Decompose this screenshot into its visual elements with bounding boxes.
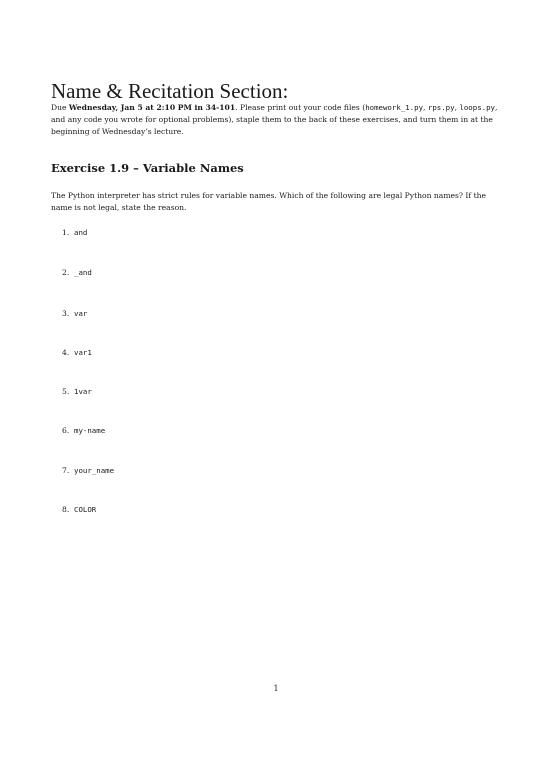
file-separator: , xyxy=(454,103,460,112)
file-name-homework: homework_1.py xyxy=(365,103,424,112)
variable-name: 1var xyxy=(74,387,92,396)
item-number: 5. xyxy=(62,387,70,396)
item-number: 3. xyxy=(62,309,70,318)
instructions-text-b: , and any code you wrote for optional problems), staple them to the back of these exercises, and turn them in at the beginning of Wednesday’s lecture. xyxy=(51,103,498,136)
due-date: Wednesday, Jan 5 at 2:10 PM in 34-101 xyxy=(68,103,236,112)
exercise-prompt: The Python interpreter has strict rules for variable names. Which of the following are legal Python names? If the name is not legal, state the reason. xyxy=(51,191,487,212)
list-item xyxy=(62,309,87,319)
file-name-rps: rps.py xyxy=(427,103,455,112)
variable-name: my-name xyxy=(74,426,106,435)
item-number: 7. xyxy=(62,466,70,475)
list-item xyxy=(62,387,92,397)
variable-name: COLOR xyxy=(74,505,97,514)
instructions-text-a: . Please print out your code files ( xyxy=(235,103,366,112)
item-number: 2. xyxy=(62,268,70,277)
list-item xyxy=(62,268,92,278)
item-number: 1. xyxy=(62,228,70,237)
variable-name: _and xyxy=(74,268,92,277)
item-number: 4. xyxy=(62,348,70,357)
list-item xyxy=(62,348,92,358)
list-item xyxy=(62,426,105,436)
item-number: 8. xyxy=(62,505,70,514)
due-prefix: Due xyxy=(51,103,69,112)
page-title: Name & Recitation Section: xyxy=(51,79,289,103)
file-name-loops: loops.py xyxy=(459,103,496,112)
variable-name: your_name xyxy=(74,466,115,475)
variable-name: var xyxy=(74,309,88,318)
page-number: 1 xyxy=(273,684,279,693)
list-item xyxy=(62,228,87,238)
variable-name: var1 xyxy=(74,348,92,357)
file-separator: , xyxy=(423,103,428,112)
exercise-heading: Exercise 1.9 – Variable Names xyxy=(51,161,244,175)
due-instructions xyxy=(51,102,501,138)
list-item xyxy=(62,466,114,476)
list-item xyxy=(62,505,96,515)
variable-name: and xyxy=(74,228,88,237)
item-number: 6. xyxy=(62,426,70,435)
